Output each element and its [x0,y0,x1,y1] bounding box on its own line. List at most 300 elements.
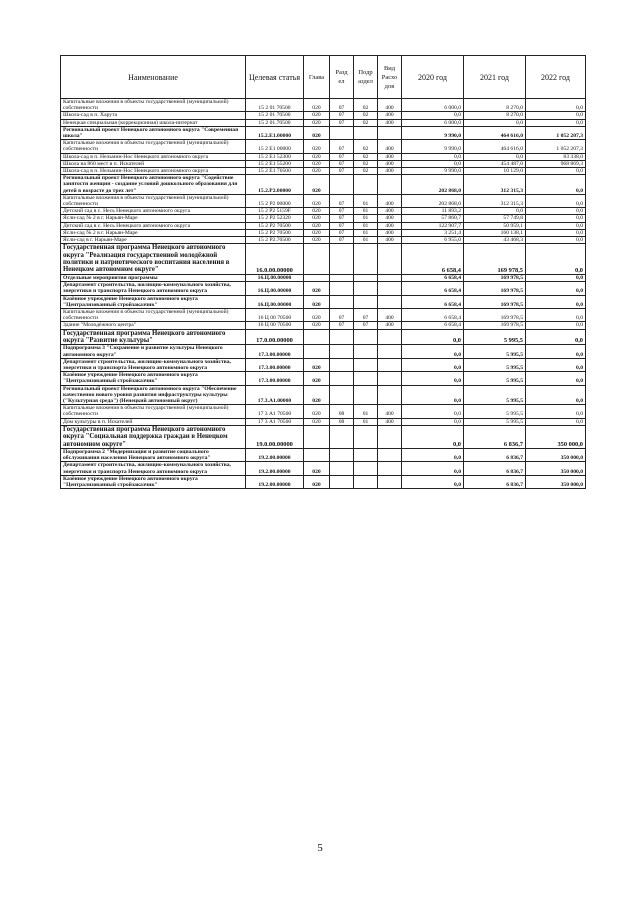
row-glava: 020 [304,112,330,119]
row-razdel: 07 [330,308,354,321]
row-podrazdel: 01 [354,215,378,222]
table-row [61,345,586,358]
row-vid: 400 [378,99,402,112]
row-2021: 8 270,0 [464,99,526,112]
row-glava [304,244,330,275]
row-2020: 6 658,4 [402,282,464,295]
row-podrazdel: 02 [354,119,378,126]
row-2021: 5 995,5 [464,385,526,405]
row-2021: 50 959,1 [464,222,526,229]
row-2021: 312 315,3 [464,194,526,207]
row-vid: 400 [378,229,402,236]
row-2020: 6 955,0 [402,237,464,244]
row-vid [378,385,402,405]
row-glava: 020 [304,222,330,229]
row-code: 19.2.00.00000 [246,462,304,475]
table-row [61,405,586,418]
row-vid [378,372,402,385]
row-name: Региональный проект Ненецкого автономного округа "Современная школа" [61,126,246,139]
row-razdel [330,244,354,275]
row-glava: 020 [304,308,330,321]
row-2022: 0,0 [526,385,586,405]
row-name: Казённое учреждение Ненецкого автономного округа "Централизованный стройзаказчик" [61,372,246,385]
row-2020: 6 000,0 [402,119,464,126]
row-glava: 020 [304,385,330,405]
row-2020: 6 658,4 [402,308,464,321]
row-2021: 5 995,5 [464,358,526,371]
row-razdel [330,372,354,385]
table-row [61,322,586,329]
row-podrazdel: 01 [354,194,378,207]
row-razdel [330,425,354,448]
row-2021: 10 129,0 [464,168,526,175]
table-row [61,229,586,236]
table-row [61,194,586,207]
row-2022: 83 338,0 [526,153,586,160]
table-row [61,126,586,139]
row-vid: 400 [378,322,402,329]
row-code: 16 Ц 00 70500 [246,322,304,329]
row-podrazdel: 01 [354,237,378,244]
table-row [61,208,586,215]
table-row [61,329,586,345]
budget-table [60,55,586,489]
row-2021: 5 995,5 [464,329,526,345]
row-2022: 1 052 207,3 [526,126,586,139]
table-row [61,175,586,195]
row-name: Капитальные вложения в объекты государственной (муниципальной) собственности [61,194,246,207]
row-razdel [330,448,354,461]
row-glava [304,329,330,345]
row-vid [378,358,402,371]
row-2022: 0,0 [526,194,586,207]
row-name: Государственная программа Ненецкого автономного округа "Реализация государственной молодёжной политики и патриотического воспитания населения в Ненецком автономном округе" [61,244,246,275]
row-name: Казённое учреждение Ненецкого автономного округа "Централизованный стройзаказчик" [61,475,246,488]
row-code: 19.0.00.00000 [246,425,304,448]
row-razdel: 07 [330,215,354,222]
row-vid [378,345,402,358]
row-2022: 350 000,0 [526,425,586,448]
row-2021: 160 138,1 [464,229,526,236]
row-name: Школа-сад в п. Нельмин-Нос Ненецкого автономного округа [61,153,246,160]
table-row [61,153,586,160]
row-razdel [330,175,354,195]
table-row [61,274,586,281]
row-code: 15 2 Р2.70500 [246,237,304,244]
row-2021: 6 836,7 [464,448,526,461]
row-name: Капитальные вложения в объекты государственной (муниципальной) собственности [61,405,246,418]
row-name: Капитальные вложения в объекты государственной (муниципальной) собственности [61,99,246,112]
row-code: 17.3.00.00000 [246,345,304,358]
row-razdel: 07 [330,160,354,167]
table-row [61,160,586,167]
row-code: 15 2 Е1 55200 [246,160,304,167]
row-name: Школа-сад в п. Харута [61,112,246,119]
row-2020: 11 893,2 [402,208,464,215]
row-2021: 169 978,5 [464,295,526,308]
row-2020: 6 000,0 [402,99,464,112]
table-row [61,425,586,448]
row-code: 15 2 Р2 70500 [246,229,304,236]
row-vid: 400 [378,112,402,119]
row-code: 17.3.А1.00000 [246,385,304,405]
row-2022: 0,0 [526,405,586,418]
row-code: 15.2.Р2.00000 [246,175,304,195]
row-2020: 0,0 [402,345,464,358]
row-podrazdel: 01 [354,222,378,229]
row-name: Капитальные вложения в объекты государственной (муниципальной) собственности [61,140,246,153]
row-glava: 020 [304,168,330,175]
row-vid: 400 [378,140,402,153]
row-code: 15 2 01.70500 [246,119,304,126]
row-vid: 400 [378,194,402,207]
row-code: 15 2 01 70500 [246,99,304,112]
row-2022: 0,0 [526,215,586,222]
header-razdel: Разд ел [330,56,354,99]
row-2022: 0,0 [526,345,586,358]
row-podrazdel: 07 [354,308,378,321]
row-glava: 020 [304,237,330,244]
row-podrazdel: 01 [354,208,378,215]
row-name: Капитальные вложения в объекты государственной (муниципальной) собственности [61,308,246,321]
table-row [61,237,586,244]
row-2020: 6 658,4 [402,274,464,281]
row-name: Ясли-сад № 2 в г. Нарьян-Маре [61,215,246,222]
row-2020: 0,0 [402,160,464,167]
row-2022: 0,0 [526,372,586,385]
row-vid: 400 [378,153,402,160]
row-name: Казённое учреждение Ненецкого автономного округа "Централизованный стройзаказчик" [61,295,246,308]
row-2021: 6 836,7 [464,425,526,448]
row-glava: 020 [304,126,330,139]
row-name: Дом культуры в п. Искателей [61,418,246,425]
row-vid: 400 [378,237,402,244]
row-podrazdel: 01 [354,418,378,425]
row-code: 17.3.00.00000 [246,372,304,385]
row-2020: 0,0 [402,425,464,448]
row-code: 16.0.00.00000 [246,244,304,275]
header-podrazdel: Подр аздел [354,56,378,99]
row-podrazdel: 07 [354,322,378,329]
header-glava: Глава [304,56,330,99]
table-row [61,358,586,371]
row-podrazdel [354,175,378,195]
row-code: 17.3.00.00000 [246,358,304,371]
row-vid: 400 [378,168,402,175]
row-2021: 5 995,5 [464,345,526,358]
row-2022: 0,0 [526,222,586,229]
row-2020: 6 658,4 [402,295,464,308]
row-glava [304,274,330,281]
row-code: 15 2 Е1 52300 [246,153,304,160]
row-glava: 020 [304,372,330,385]
row-razdel: 07 [330,119,354,126]
row-2022: 350 000,0 [526,475,586,488]
row-podrazdel: 01 [354,229,378,236]
row-razdel [330,126,354,139]
row-code: 15 2 Е1 70500 [246,168,304,175]
row-podrazdel [354,475,378,488]
row-name: Отдельные мероприятия программы [61,274,246,281]
row-glava: 020 [304,229,330,236]
row-podrazdel [354,244,378,275]
row-podrazdel [354,295,378,308]
row-name: Государственная программа Ненецкого автономного округа "Социальная поддержка граждан в Ненецком автономном округе" [61,425,246,448]
row-2020: 0,0 [402,405,464,418]
row-2022: 968 869,3 [526,160,586,167]
row-2021: 6 836,7 [464,475,526,488]
row-2021: 454 487,0 [464,160,526,167]
row-razdel [330,274,354,281]
row-razdel: 07 [330,194,354,207]
row-code: 15 2 Е1 00000 [246,140,304,153]
row-razdel: 07 [330,237,354,244]
row-2022: 0,0 [526,418,586,425]
row-2020: 0,0 [402,448,464,461]
table-row [61,215,586,222]
row-glava: 020 [304,462,330,475]
row-code: 15 2 Р2 5159F [246,208,304,215]
row-glava: 020 [304,405,330,418]
row-razdel: 07 [330,208,354,215]
row-podrazdel [354,462,378,475]
table-header-row [61,56,586,99]
row-name: Школа-сад в п. Нельмин-Нос Ненецкого автономного округа [61,168,246,175]
row-razdel: 07 [330,168,354,175]
row-glava: 020 [304,175,330,195]
row-vid [378,274,402,281]
row-vid [378,244,402,275]
header-2021: 2021 год [464,56,526,99]
row-2022: 0,0 [526,295,586,308]
table-row [61,308,586,321]
table-row [61,372,586,385]
row-name: Подпрограмма 2 "Модернизация и развитие социального обслуживания населения Ненецкого автономного округа" [61,448,246,461]
row-2022: 0,0 [526,237,586,244]
table-row [61,140,586,153]
row-2020: 6 658,4 [402,322,464,329]
row-name: Школа на 860 мест в п. Искателей [61,160,246,167]
row-code: 15 2 Р2 70500 [246,222,304,229]
row-code: 16.Ц.00.00000 [246,274,304,281]
row-vid [378,425,402,448]
row-code: 15 2 Р2 00000 [246,194,304,207]
row-podrazdel: 02 [354,140,378,153]
row-glava: 020 [304,208,330,215]
row-podrazdel [354,274,378,281]
table-row [61,168,586,175]
row-glava: 020 [304,215,330,222]
table-row [61,462,586,475]
row-2021: 169 978,5 [464,308,526,321]
table-row [61,295,586,308]
row-2020: 6 658,4 [402,244,464,275]
row-podrazdel [354,358,378,371]
row-2020: 0,0 [402,153,464,160]
row-code: 17 3 А1 70500 [246,405,304,418]
row-2020: 0,0 [402,475,464,488]
row-glava: 020 [304,119,330,126]
row-code: 15.2.Е1.00000 [246,126,304,139]
row-2021: 169 978,5 [464,322,526,329]
header-vid: Вид Расхо дов [378,56,402,99]
row-2022: 0,0 [526,99,586,112]
header-name: Наименование [61,56,246,99]
row-razdel [330,295,354,308]
row-podrazdel [354,448,378,461]
row-glava: 020 [304,282,330,295]
row-code: 15 2 Р2 52320 [246,215,304,222]
row-2022: 0,0 [526,112,586,119]
row-podrazdel: 02 [354,112,378,119]
row-vid [378,329,402,345]
row-code: 15 2 01 70500 [246,112,304,119]
row-podrazdel: 01 [354,405,378,418]
row-vid [378,462,402,475]
row-name: Департамент строительства, жилищно-коммунального хозяйства, энергетики и транспорта Ненецкого автономного округа [61,462,246,475]
row-2021: 57 749,8 [464,215,526,222]
row-razdel: 07 [330,99,354,112]
row-2020: 9 990,0 [402,140,464,153]
row-vid: 400 [378,119,402,126]
row-razdel: 07 [330,322,354,329]
page-number: 5 [317,842,323,854]
row-razdel [330,475,354,488]
row-2021: 0,0 [464,119,526,126]
row-2021: 8 270,0 [464,112,526,119]
row-2022: 0,0 [526,168,586,175]
row-vid [378,448,402,461]
row-razdel [330,462,354,475]
header-2022: 2022 год [526,56,586,99]
row-podrazdel: 02 [354,99,378,112]
row-2020: 202 868,0 [402,194,464,207]
row-2021: 5 995,5 [464,418,526,425]
row-podrazdel: 02 [354,160,378,167]
row-2021: 6 836,7 [464,462,526,475]
row-2020: 3 251,4 [402,229,464,236]
row-code: 16 Ц 00 70500 [246,308,304,321]
row-2021: 169 978,5 [464,244,526,275]
row-podrazdel: 02 [354,153,378,160]
row-glava: 020 [304,99,330,112]
row-2022: 350 000,0 [526,462,586,475]
table-row [61,475,586,488]
row-2020: 9 990,0 [402,168,464,175]
row-2021: 312 315,3 [464,175,526,195]
row-name: Ненецкая специальная (коррекционная) школа-интернат [61,119,246,126]
row-2022: 0,0 [526,308,586,321]
row-podrazdel: 02 [354,168,378,175]
row-2022: 350 000,0 [526,448,586,461]
row-2020: 202 868,0 [402,175,464,195]
table-row [61,282,586,295]
row-2021: 464 616,0 [464,140,526,153]
row-2020: 0,0 [402,385,464,405]
row-code: 17.0.00.00000 [246,329,304,345]
table-row [61,119,586,126]
row-name: Здание "Молодёжного центра" [61,322,246,329]
row-2021: 5 995,5 [464,405,526,418]
row-podrazdel [354,126,378,139]
row-code: 19.2.00.00000 [246,475,304,488]
row-2021: 464 616,0 [464,126,526,139]
row-vid: 400 [378,160,402,167]
table-row [61,112,586,119]
row-vid: 400 [378,418,402,425]
row-name: Ясли-сад № 2 в г. Нарьян-Маре [61,229,246,236]
table-row [61,244,586,275]
row-2022: 1 052 207,3 [526,140,586,153]
row-razdel [330,329,354,345]
row-name: Ясли-сад в г. Нарьян-Маре [61,237,246,244]
row-2020: 9 990,0 [402,126,464,139]
row-vid [378,282,402,295]
row-vid: 400 [378,215,402,222]
row-2020: 57 860,7 [402,215,464,222]
row-glava: 020 [304,295,330,308]
row-razdel [330,385,354,405]
header-2020: 2020 год [402,56,464,99]
row-name: Департамент строительства, жилищно-коммунального хозяйства, энергетики и транспорта Ненецкого автономного округа [61,358,246,371]
row-2020: 122 907,7 [402,222,464,229]
row-podrazdel [354,282,378,295]
row-glava: 020 [304,322,330,329]
row-podrazdel [354,425,378,448]
table-row [61,222,586,229]
row-name: Подпрограмма 3 "Сохранение и развитие культуры Ненецкого автономного округа" [61,345,246,358]
row-name: Детский сад в с. Несь Ненецкого автономного округа [61,208,246,215]
row-name: Детский сад в с. Несь Ненецкого автономного округа [61,222,246,229]
row-2020: 0,0 [402,112,464,119]
row-razdel: 07 [330,229,354,236]
row-2022: 0,0 [526,229,586,236]
row-name: Государственная программа Ненецкого автономного округа "Развитие культуры" [61,329,246,345]
table-row [61,448,586,461]
row-2021: 169 978,5 [464,282,526,295]
row-razdel [330,345,354,358]
row-vid [378,475,402,488]
row-2021: 5 995,5 [464,372,526,385]
row-razdel [330,358,354,371]
row-name: Региональный проект Ненецкого автономного округа "Обеспечение качественно нового уровня развития инфраструктуры культуры ("Культурная среда") (Ненецкий автономный округ) [61,385,246,405]
row-2022: 0,0 [526,274,586,281]
row-razdel: 07 [330,222,354,229]
row-glava: 020 [304,140,330,153]
row-2020: 0,0 [402,358,464,371]
row-glava: 020 [304,475,330,488]
row-glava: 020 [304,358,330,371]
row-code: 16.Ц.00.00000 [246,295,304,308]
row-2022: 0,0 [526,208,586,215]
row-2021: 169 978,5 [464,274,526,281]
row-name: Департамент строительства, жилищно-коммунального хозяйства, энергетики и транспорта Ненецкого автономного округа [61,282,246,295]
row-glava: 020 [304,160,330,167]
row-razdel: 08 [330,418,354,425]
row-2022: 0,0 [526,329,586,345]
row-glava [304,448,330,461]
row-glava [304,345,330,358]
row-glava: 020 [304,153,330,160]
row-2021: 0,0 [464,208,526,215]
row-2021: 0,0 [464,153,526,160]
table-row [61,418,586,425]
row-2022: 0,0 [526,282,586,295]
row-2020: 0,0 [402,372,464,385]
row-vid [378,295,402,308]
row-vid: 400 [378,222,402,229]
row-2022: 0,0 [526,119,586,126]
